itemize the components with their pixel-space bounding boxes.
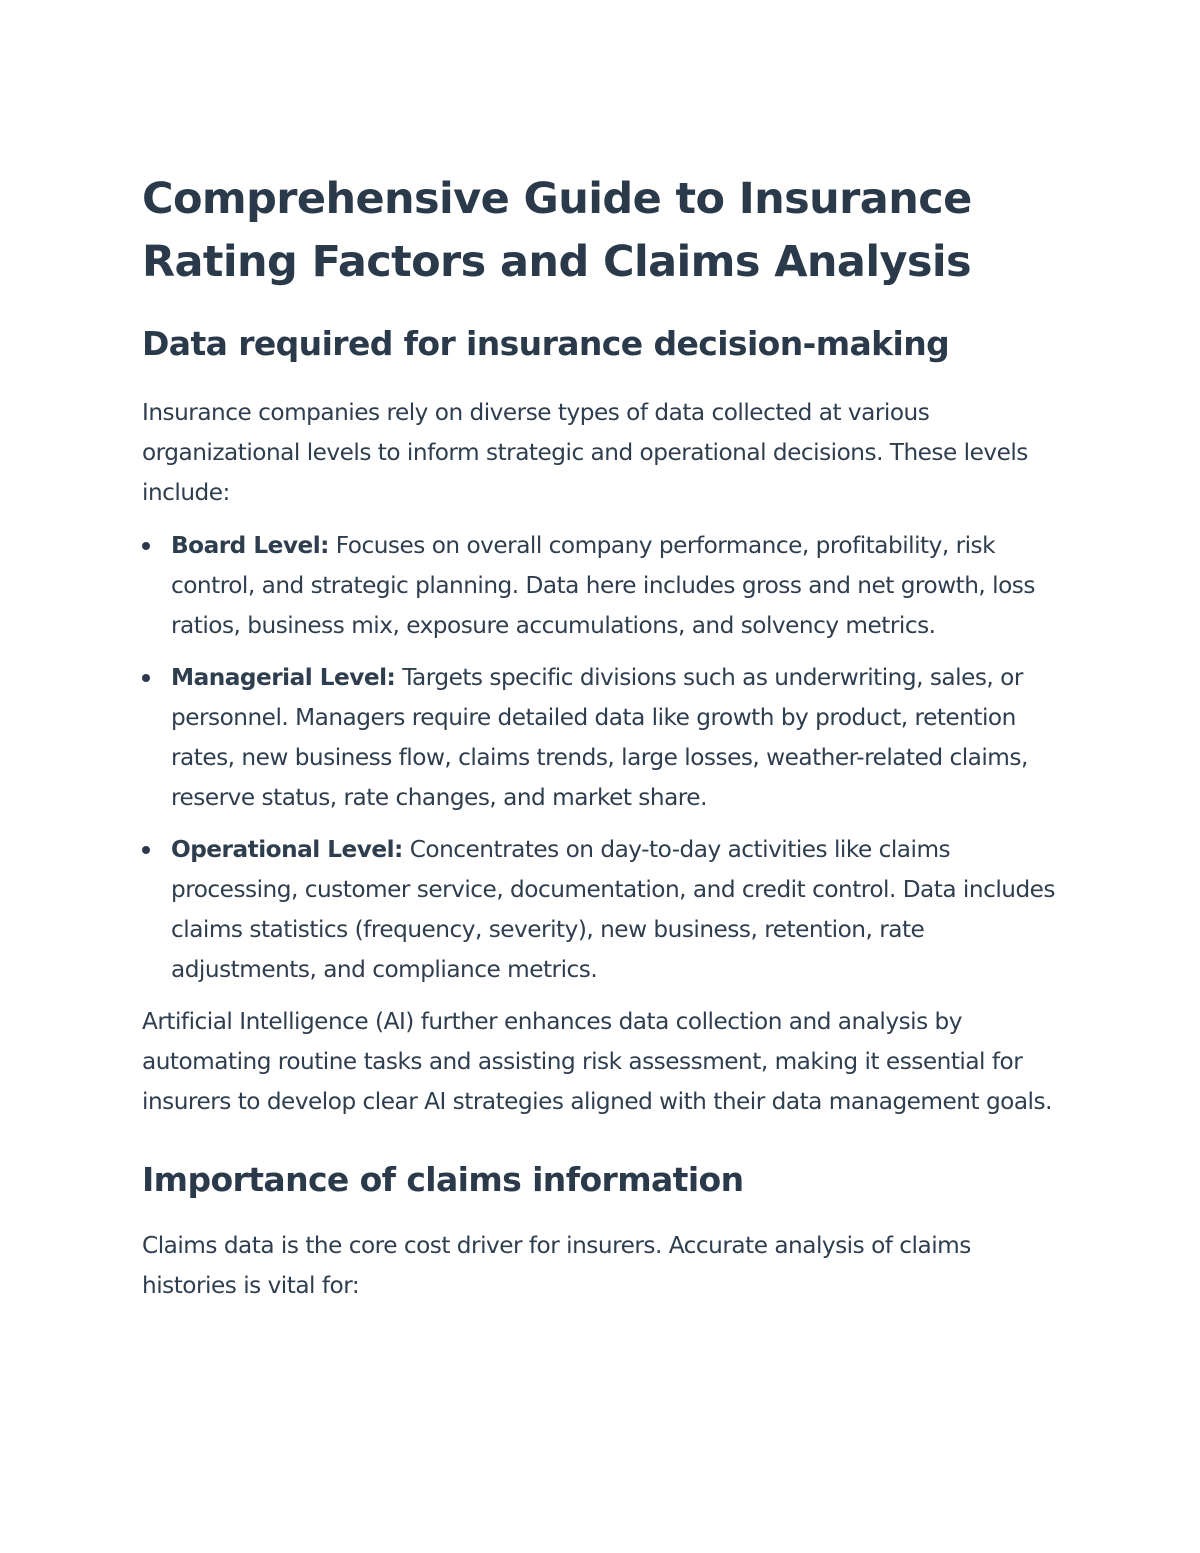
section-heading-claims-information: Importance of claims information xyxy=(142,1160,744,1199)
ai-paragraph: Artificial Intelligence (AI) further enhances data collection and analysis by automating routine tasks and assisting risk assessment, making it essential for insurers to develop clear AI strategies aligned with their data management goals. xyxy=(142,1008,1052,1115)
bullet-icon xyxy=(142,846,150,854)
list-item-term: Managerial Level: xyxy=(171,664,396,691)
section-intro-paragraph: Insurance companies rely on diverse types of data collected at various organizational levels to inform strategic and operational decisions. These levels include: xyxy=(142,399,1028,506)
organizational-levels-list xyxy=(142,526,1062,990)
list-item-term: Board Level: xyxy=(171,532,329,559)
list-item-text: Focuses on overall company performance, profitability, risk control, and strategic planning. Data here includes gross and net growth, loss ratios, business mix, exposure accumulations, and solvency metrics. xyxy=(171,532,1035,639)
bullet-icon xyxy=(142,542,150,550)
list-item-text: Concentrates on day-to-day activities like claims processing, customer service, documentation, and credit control. Data includes claims statistics (frequency, severity), new business, retention, rate adjustments, and compliance metrics. xyxy=(171,836,1056,983)
bullet-icon xyxy=(142,674,150,682)
section-heading-data-required: Data required for insurance decision-making xyxy=(142,324,950,363)
list-item-operational-level xyxy=(142,830,1062,990)
list-item-board-level xyxy=(142,526,1062,646)
document-page xyxy=(142,168,1062,1306)
list-item-managerial-level xyxy=(142,658,1062,818)
list-item-term: Operational Level: xyxy=(171,836,403,863)
document-title: Comprehensive Guide to Insurance Rating Factors and Claims Analysis xyxy=(142,174,972,287)
claims-intro-paragraph: Claims data is the core cost driver for insurers. Accurate analysis of claims histories is vital for: xyxy=(142,1232,971,1299)
list-item-text: Targets specific divisions such as underwriting, sales, or personnel. Managers require detailed data like growth by product, retention rates, new business flow, claims trends, large losses, weather-related claims, reserve status, rate changes, and market share. xyxy=(171,664,1028,811)
